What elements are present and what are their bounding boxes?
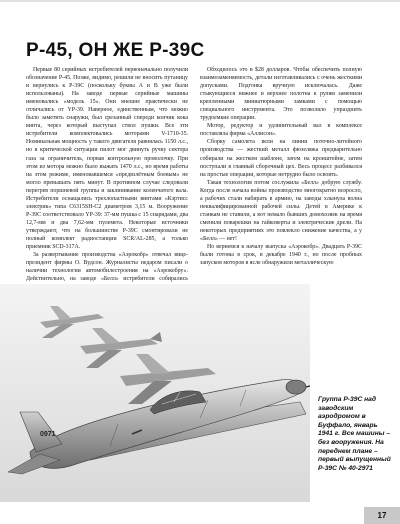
left-paragraph: Первые 80 серийных истребителей первоначально получили обозначение Р-45. Позже, видимо, решили не вносить путаницу и вернулись к Р-39С (поскольку буквы А и В уже были использованы). На заводе первые серийные машины именовались «модель 15». Они внешне практически не отличались от YP-39. Наверное, единственным, что можно было заметить снаружи, был срезанный спереди кончик кока винта, через который выступал ствол пушки. Все эти истребители комплектовались моторами V-1710-35. Номинальная мощность у такого двигателя равнялась 1150 л.с., но в критической ситуации пилот мог двинуть ручку сектора газа за ограничитель, порвав контрольную проволочку. При этом из мотора можно было выжать 1470 л.с., но время работы на этом режиме, именовавшемся «предвзлётным боевым» не могло превышать пять минут. В противном случае следовали перегрев поршневой группы и заклинивание коленчатого вала. Истребители оснащались трехлопастными винтами «Кэртисс электрик» типа С6315SH-С2 диаметром 3,15 м. Вооружение Р-39С соответствовало YP-39: 37-мм пушка с 15 снарядами, два 12,7-мм и два 7,62-мм пулемета. Некоторые источники утверждают, что на большинстве Р-39С смонтировали не полный комплект радиостанции SCR/AL-285, а только приемник SCD-317A. xyxy=(26,67,188,251)
tail-serial-number: 0971 xyxy=(40,431,56,438)
chapter-heading: Р-45, ОН ЖЕ Р-39С xyxy=(26,40,205,61)
right-paragraph: Такая технология потом сослужила «Белл» добрую службу. Когда после начала войны производство многократно возросло, а рабочих стали набирать в армию, на заводы хлынула волна неквалифицированной рабочей силы. Детей в Америке к станкам не ставили, а вот немало бывших домохозяек на время сменили поварешки на гайковерты и электрические дрели. На некоторых предприятиях это повлекло снижение качества, а у «Белл» — нет! xyxy=(200,179,362,242)
right-paragraph: Но вернемся к началу выпуска «Аэрокобр». Двадцать Р-39С были готовы в срок, в декабре 1940 г., но после пробных запусков моторов в ясле обнаружили металлическую xyxy=(200,244,362,267)
aircraft-formation-photo xyxy=(0,284,310,502)
photo-caption: Группа Р-39С над заводским аэродромом в Буффало, январь 1941 г. Все машины – без вооружения. На переднем плане – первый выпущенный Р-39С № 40-2971 xyxy=(318,396,391,472)
right-paragraph: Обходилось это в $28 долларов. Чтобы обеспечить полную взаимозаменяемость, детали изготавливались с очень жесткими допусками. Подгонка вручную исключалась. Даже стыкующиеся нижнее и верхнее полотна к рулям заменили крепленными миниатюрными замками с помощью специального инструмента. Это позволяло упразднить трудоемкие операции. xyxy=(200,67,362,122)
right-text-column xyxy=(200,66,362,267)
right-paragraph: Сборку самолета вели на линии поточно-литейного производства — жесткий металл фюзеляжа предварительно собирали на жестком шаблоне, затем на кронштейне, затем поступали в главный сборочный цех. Весь процесс разбивался на простые операции, которые нетрудно было освоить. xyxy=(200,139,362,178)
page-top-rule xyxy=(0,0,400,2)
photo-illustration xyxy=(0,284,310,502)
page-number: 17 xyxy=(364,507,400,524)
left-paragraph: За развертывание производства «Аэрокобр» отвечал вице-президент фирмы О. Вудсон. Журналисты недаром писали о наличии технологии автомобилестроения на «Аэрокобру». Действительно, на заводе «Белл» истребители собирались xyxy=(26,252,188,283)
right-paragraph: Мотор, редуктор и удлинительный вал в комплексе поставляла фирма «Аллисон». xyxy=(200,123,362,138)
